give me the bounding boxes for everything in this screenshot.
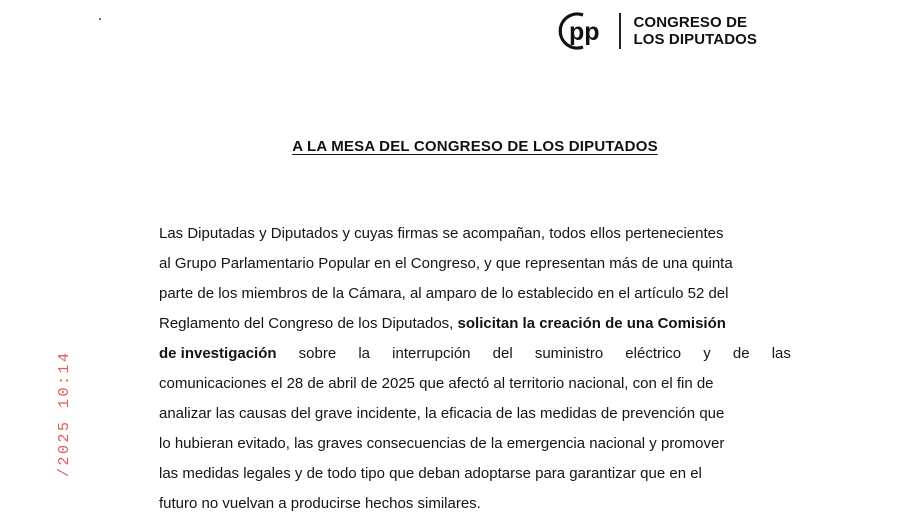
body-paragraph	[159, 219, 791, 519]
body-line-5-word: las	[771, 345, 791, 362]
body-line-2: al Grupo Parlamentario Popular en el Congreso, y que representan más de una quinta	[159, 255, 733, 272]
body-line-7: analizar las causas del grave incidente, la eficacia de las medidas de prevención que	[159, 405, 725, 422]
body-line-5-word: del	[492, 345, 513, 362]
body-line-5-word: de	[732, 345, 750, 362]
scan-dot	[99, 18, 101, 20]
body-line-5-bold: de investigación	[159, 345, 277, 362]
body-line-5-word: interrupción	[392, 345, 471, 362]
congress-name-line2: LOS DIPUTADOS	[633, 31, 758, 48]
congress-name-line1: CONGRESO DE	[633, 14, 748, 31]
document-title: A LA MESA DEL CONGRESO DE LOS DIPUTADOS	[292, 138, 658, 155]
registry-timestamp-stamp: /2025 10:14	[56, 350, 73, 477]
body-line-5-word: eléctrico	[625, 345, 682, 362]
body-line-9: las medidas legales y de todo tipo que deban adoptarse para garantizar que en el	[159, 465, 702, 482]
body-line-5	[159, 339, 791, 369]
body-line-8: lo hubieran evitado, las graves consecuencias de la emergencia nacional y promover	[159, 435, 725, 452]
body-line-6: comunicaciones el 28 de abril de 2025 que afectó al territorio nacional, con el fin de	[159, 375, 714, 392]
logo-divider	[619, 13, 621, 49]
pp-party-logo-icon	[557, 11, 607, 51]
body-line-4-normal: Reglamento del Congreso de los Diputados,	[159, 315, 458, 332]
body-line-5-word: y	[703, 345, 711, 362]
body-line-4-bold: solicitan la creación de una Comisión	[457, 315, 726, 332]
body-line-5-word: suministro	[534, 345, 604, 362]
body-line-1: Las Diputadas y Diputados y cuyas firmas se acompañan, todos ellos pertenecientes	[159, 225, 724, 242]
body-line-5-word: sobre	[298, 345, 337, 362]
header-logo	[557, 11, 757, 51]
body-line-5-word: la	[358, 345, 371, 362]
body-line-10: futuro no vuelvan a producirse hechos similares.	[159, 495, 481, 512]
congress-name	[634, 14, 758, 48]
pp-logo-text: pp	[569, 18, 600, 46]
body-line-3: parte de los miembros de la Cámara, al amparo de lo establecido en el artículo 52 del	[159, 285, 729, 302]
body-line-4	[159, 309, 791, 339]
